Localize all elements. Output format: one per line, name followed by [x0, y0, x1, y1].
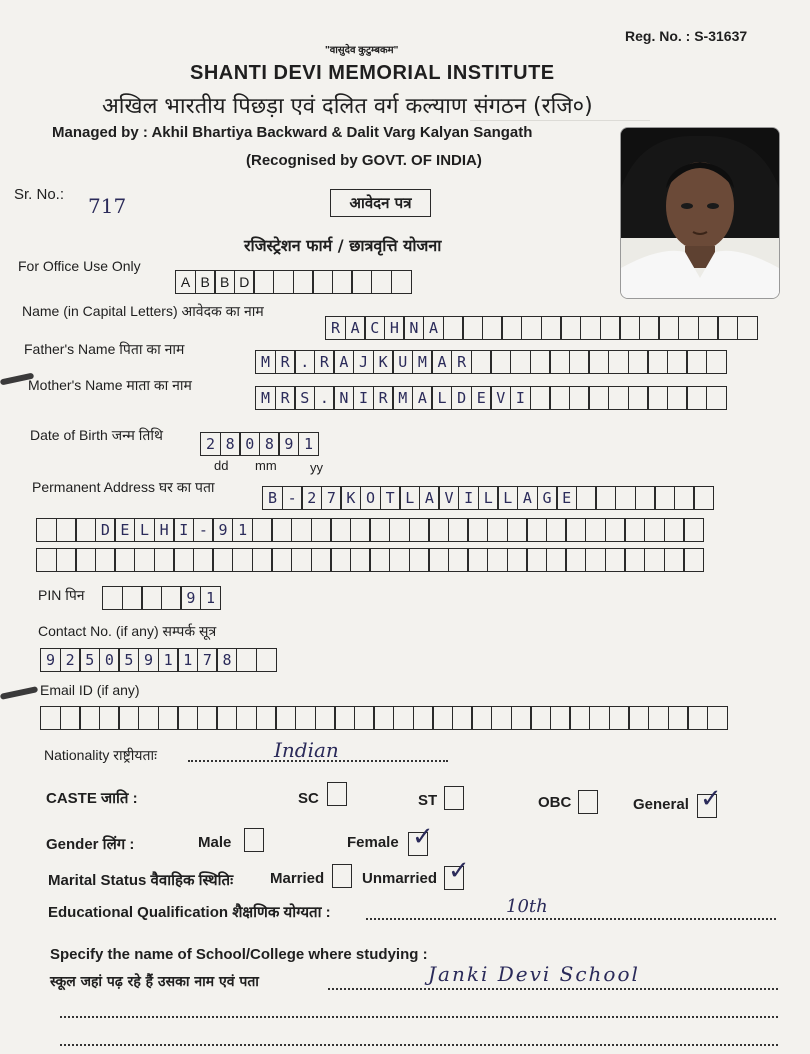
dob-label: Date of Birth जन्म तिथि	[30, 427, 163, 443]
char-cell	[600, 316, 621, 340]
char-cell: 7	[321, 486, 342, 510]
char-cell: L	[497, 486, 518, 510]
char-cell	[639, 316, 660, 340]
char-cell: L	[134, 518, 155, 542]
char-cell	[99, 706, 120, 730]
char-cell	[706, 350, 727, 374]
char-cell	[693, 486, 714, 510]
char-cell: 7	[197, 648, 218, 672]
contact-label: Contact No. (if any) सम्पर्क सूत्र	[38, 623, 217, 639]
char-cell	[295, 706, 316, 730]
school-value[interactable]: Janki Devi School	[428, 962, 640, 986]
char-cell	[565, 518, 586, 542]
char-cell	[389, 518, 410, 542]
char-cell: 5	[118, 648, 139, 672]
char-cell	[569, 350, 590, 374]
char-cell: R	[275, 386, 296, 410]
char-cell	[580, 316, 601, 340]
char-cell	[644, 548, 665, 572]
char-cell	[605, 518, 626, 542]
char-cell: A	[412, 386, 433, 410]
char-cell	[487, 518, 508, 542]
char-cell	[615, 486, 636, 510]
pin-label: PIN पिन	[38, 587, 85, 603]
char-cell: A	[517, 486, 538, 510]
char-cell	[330, 548, 351, 572]
char-cell	[628, 350, 649, 374]
char-cell	[507, 548, 528, 572]
school-label: Specify the name of School/College where studying :	[50, 946, 428, 963]
char-cell	[350, 548, 371, 572]
caste-general-label: General	[633, 796, 689, 813]
char-cell	[565, 548, 586, 572]
char-cell	[36, 548, 57, 572]
char-cell: A	[345, 316, 366, 340]
char-cell: 1	[298, 432, 319, 456]
char-cell	[648, 706, 669, 730]
gender-female-label: Female	[347, 834, 399, 851]
char-cell	[371, 270, 392, 294]
dob-field[interactable]	[200, 432, 318, 456]
char-cell	[312, 270, 333, 294]
char-cell	[683, 518, 704, 542]
caste-obc-checkbox[interactable]	[578, 790, 598, 814]
char-cell	[373, 706, 394, 730]
char-cell: 8	[220, 432, 241, 456]
char-cell	[501, 316, 522, 340]
gender-male-label: Male	[198, 834, 232, 851]
char-cell: I	[353, 386, 374, 410]
char-cell: A	[419, 486, 440, 510]
char-cell	[173, 548, 194, 572]
char-cell: E	[114, 518, 135, 542]
address-label: Permanent Address घर का पता	[32, 479, 215, 495]
char-cell	[311, 548, 332, 572]
institute-name: SHANTI DEVI MEMORIAL INSTITUTE	[190, 62, 555, 84]
char-cell	[546, 518, 567, 542]
char-cell: -	[282, 486, 303, 510]
dob-yy: yy	[310, 460, 323, 475]
char-cell: L	[399, 486, 420, 510]
char-cell	[737, 316, 758, 340]
char-cell	[569, 706, 590, 730]
char-cell	[252, 548, 273, 572]
char-cell	[75, 518, 96, 542]
char-cell	[193, 548, 214, 572]
char-cell	[628, 706, 649, 730]
char-cell: 8	[216, 648, 237, 672]
char-cell	[471, 706, 492, 730]
education-value[interactable]: 10th	[506, 896, 548, 917]
char-cell	[462, 316, 483, 340]
char-cell	[467, 518, 488, 542]
school-line-3	[60, 1044, 778, 1046]
char-cell	[667, 386, 688, 410]
char-cell	[624, 548, 645, 572]
school-line-1	[328, 988, 778, 990]
char-cell: H	[384, 316, 405, 340]
char-cell	[507, 518, 528, 542]
char-cell	[608, 386, 629, 410]
char-cell	[647, 386, 668, 410]
char-cell	[177, 706, 198, 730]
caste-general-tick-icon: ✓	[700, 784, 722, 814]
char-cell: .	[314, 386, 335, 410]
char-cell	[271, 518, 292, 542]
char-cell	[664, 548, 685, 572]
char-cell	[273, 270, 294, 294]
char-cell: .	[294, 350, 315, 374]
char-cell	[350, 518, 371, 542]
char-cell	[569, 386, 590, 410]
gender-female-tick-icon: ✓	[412, 822, 434, 852]
father-name-field[interactable]	[255, 350, 726, 374]
char-cell: A	[423, 316, 444, 340]
education-line	[366, 918, 776, 920]
char-cell	[154, 548, 175, 572]
char-cell	[291, 548, 312, 572]
char-cell	[79, 706, 100, 730]
gender-male-checkbox[interactable]	[244, 828, 264, 852]
char-cell: I	[458, 486, 479, 510]
char-cell	[471, 350, 492, 374]
char-cell	[707, 706, 728, 730]
char-cell	[253, 270, 274, 294]
motto: "वासुदेव कुटुम्बकम"	[325, 45, 399, 56]
char-cell: 8	[259, 432, 280, 456]
caste-label: CASTE जाति :	[46, 790, 138, 807]
char-cell: B	[195, 270, 216, 294]
char-cell	[683, 548, 704, 572]
sr-no-value: 717	[88, 194, 127, 218]
char-cell: L	[478, 486, 499, 510]
char-cell	[448, 548, 469, 572]
char-cell: A	[333, 350, 354, 374]
char-cell: 9	[212, 518, 233, 542]
char-cell	[197, 706, 218, 730]
name-field[interactable]	[325, 316, 756, 340]
char-cell	[667, 350, 688, 374]
char-cell	[428, 518, 449, 542]
contact-field[interactable]	[40, 648, 275, 672]
char-cell	[686, 350, 707, 374]
char-cell	[585, 518, 606, 542]
name-label: Name (in Capital Letters) आवेदक का नाम	[22, 303, 264, 319]
char-cell	[432, 706, 453, 730]
char-cell	[134, 548, 155, 572]
char-cell	[521, 316, 542, 340]
char-cell: M	[392, 386, 413, 410]
org-name-hindi: अखिल भारतीय पिछड़ा एवं दलित वर्ग कल्याण संगठन (रजि०)	[102, 94, 593, 119]
char-cell	[530, 706, 551, 730]
char-cell: D	[95, 518, 116, 542]
managed-by: Managed by : Akhil Bhartiya Backward & Dalit Varg Kalyan Sangath	[52, 124, 533, 141]
char-cell: 2	[60, 648, 81, 672]
char-cell: 1	[200, 586, 221, 610]
char-cell: I	[173, 518, 194, 542]
char-cell	[122, 586, 143, 610]
char-cell: M	[255, 350, 276, 374]
char-cell	[102, 586, 123, 610]
char-cell	[428, 548, 449, 572]
char-cell: R	[325, 316, 346, 340]
char-cell: 5	[79, 648, 100, 672]
marital-unmarried-label: Unmarried	[362, 870, 438, 887]
char-cell	[212, 548, 233, 572]
char-cell	[391, 270, 412, 294]
char-cell	[628, 386, 649, 410]
char-cell	[332, 270, 353, 294]
education-label: Educational Qualification शैक्षणिक योग्यता :	[48, 904, 331, 921]
nationality-label: Nationality राष्ट्रीयताः	[44, 747, 157, 763]
char-cell	[510, 350, 531, 374]
char-cell	[698, 316, 719, 340]
char-cell	[647, 350, 668, 374]
marital-label: Marital Status वैवाहिक स्थितिः	[48, 872, 234, 889]
char-cell	[674, 486, 695, 510]
dob-mm: mm	[255, 458, 277, 473]
char-cell	[619, 316, 640, 340]
char-cell	[354, 706, 375, 730]
char-cell	[546, 548, 567, 572]
char-cell	[36, 518, 57, 542]
email-field[interactable]	[40, 706, 726, 730]
char-cell: 9	[180, 586, 201, 610]
char-cell: D	[234, 270, 255, 294]
char-cell: D	[451, 386, 472, 410]
char-cell	[549, 386, 570, 410]
char-cell: E	[556, 486, 577, 510]
char-cell: M	[412, 350, 433, 374]
email-label: Email ID (if any)	[40, 682, 140, 698]
char-cell	[409, 518, 430, 542]
char-cell	[271, 548, 292, 572]
char-cell: J	[353, 350, 374, 374]
address-line-3[interactable]	[36, 548, 703, 572]
char-cell: 1	[177, 648, 198, 672]
address-line-2[interactable]	[36, 518, 703, 542]
caste-st-checkbox[interactable]	[444, 786, 464, 810]
char-cell	[334, 706, 355, 730]
char-cell: N	[333, 386, 354, 410]
char-cell: 1	[232, 518, 253, 542]
char-cell	[315, 706, 336, 730]
char-cell	[141, 586, 162, 610]
char-cell	[413, 706, 434, 730]
school-label-hindi: स्कूल जहां पढ़ रहे हैं उसका नाम एवं पता	[50, 974, 259, 990]
char-cell	[409, 548, 430, 572]
char-cell	[585, 548, 606, 572]
char-cell: B	[262, 486, 283, 510]
applicant-photo	[620, 127, 780, 299]
char-cell	[541, 316, 562, 340]
char-cell	[550, 706, 571, 730]
char-cell	[664, 518, 685, 542]
char-cell: 9	[278, 432, 299, 456]
char-cell	[118, 706, 139, 730]
char-cell	[686, 386, 707, 410]
char-cell	[75, 548, 96, 572]
gender-label: Gender लिंग :	[46, 836, 135, 853]
char-cell	[654, 486, 675, 510]
nationality-value[interactable]: Indian	[274, 738, 339, 762]
sr-no-label: Sr. No.:	[14, 186, 65, 203]
char-cell	[644, 518, 665, 542]
char-cell	[717, 316, 738, 340]
char-cell	[687, 706, 708, 730]
application-title-text: आवेदन पत्र	[349, 194, 412, 212]
char-cell	[161, 586, 182, 610]
marital-unmarried-tick-icon: ✓	[448, 856, 470, 886]
char-cell	[588, 386, 609, 410]
char-cell: R	[373, 386, 394, 410]
caste-obc-label: OBC	[538, 794, 572, 811]
char-cell	[56, 548, 77, 572]
char-cell: N	[403, 316, 424, 340]
caste-sc-label: SC	[298, 790, 319, 807]
char-cell	[482, 316, 503, 340]
char-cell	[236, 648, 257, 672]
char-cell	[588, 350, 609, 374]
char-cell: 0	[239, 432, 260, 456]
char-cell	[40, 706, 61, 730]
char-cell: R	[451, 350, 472, 374]
char-cell	[56, 518, 77, 542]
char-cell	[706, 386, 727, 410]
char-cell: 0	[99, 648, 120, 672]
char-cell: 2	[301, 486, 322, 510]
char-cell: R	[275, 350, 296, 374]
char-cell	[369, 548, 390, 572]
char-cell	[668, 706, 689, 730]
char-cell	[95, 548, 116, 572]
char-cell: -	[193, 518, 214, 542]
char-cell: C	[364, 316, 385, 340]
char-cell	[576, 486, 597, 510]
caste-st-label: ST	[418, 792, 438, 809]
char-cell	[658, 316, 679, 340]
char-cell: 1	[158, 648, 179, 672]
char-cell	[467, 548, 488, 572]
char-cell	[138, 706, 159, 730]
char-cell	[530, 386, 551, 410]
char-cell	[232, 548, 253, 572]
char-cell: O	[360, 486, 381, 510]
char-cell	[311, 518, 332, 542]
address-line-1[interactable]	[262, 486, 713, 510]
char-cell	[549, 350, 570, 374]
char-cell	[330, 518, 351, 542]
form-subtitle: रजिस्ट्रेशन फार्म / छात्रवृत्ति योजना	[244, 236, 442, 255]
char-cell	[389, 548, 410, 572]
char-cell	[589, 706, 610, 730]
pin-field[interactable]	[102, 586, 220, 610]
char-cell: U	[392, 350, 413, 374]
char-cell	[393, 706, 414, 730]
char-cell	[491, 706, 512, 730]
char-cell: M	[255, 386, 276, 410]
char-cell	[60, 706, 81, 730]
dob-dd: dd	[214, 458, 229, 473]
char-cell	[275, 706, 296, 730]
char-cell	[256, 706, 277, 730]
char-cell	[624, 518, 645, 542]
char-cell: A	[175, 270, 196, 294]
char-cell: G	[537, 486, 558, 510]
char-cell: H	[154, 518, 175, 542]
father-label: Father's Name पिता का नाम	[24, 341, 185, 357]
char-cell: B	[214, 270, 235, 294]
char-cell	[114, 548, 135, 572]
char-cell	[635, 486, 656, 510]
char-cell	[291, 518, 312, 542]
char-cell	[608, 350, 629, 374]
char-cell	[678, 316, 699, 340]
office-use-label: For Office Use Only	[18, 258, 141, 274]
char-cell	[530, 350, 551, 374]
char-cell	[560, 316, 581, 340]
char-cell	[452, 706, 473, 730]
char-cell	[448, 518, 469, 542]
char-cell	[369, 518, 390, 542]
char-cell: E	[471, 386, 492, 410]
char-cell	[216, 706, 237, 730]
char-cell: L	[431, 386, 452, 410]
char-cell: V	[490, 386, 511, 410]
punch-mark-bottom	[0, 686, 38, 700]
char-cell: A	[431, 350, 452, 374]
marital-married-checkbox[interactable]	[332, 864, 352, 888]
char-cell	[252, 518, 273, 542]
office-use-cells	[175, 270, 410, 294]
char-cell: 9	[40, 648, 61, 672]
char-cell	[490, 350, 511, 374]
char-cell: V	[438, 486, 459, 510]
char-cell: R	[314, 350, 335, 374]
mother-label: Mother's Name माता का नाम	[28, 377, 192, 393]
marital-married-label: Married	[270, 870, 325, 887]
char-cell	[526, 548, 547, 572]
char-cell	[351, 270, 372, 294]
char-cell	[605, 548, 626, 572]
char-cell	[443, 316, 464, 340]
char-cell	[487, 548, 508, 572]
application-title	[330, 189, 431, 217]
char-cell: K	[373, 350, 394, 374]
char-cell	[293, 270, 314, 294]
char-cell: K	[340, 486, 361, 510]
char-cell	[526, 518, 547, 542]
recognised: (Recognised by GOVT. OF INDIA)	[246, 152, 482, 169]
char-cell	[236, 706, 257, 730]
char-cell: S	[294, 386, 315, 410]
char-cell	[256, 648, 277, 672]
char-cell: T	[380, 486, 401, 510]
char-cell	[595, 486, 616, 510]
char-cell: I	[510, 386, 531, 410]
reg-number: Reg. No. : S-31637	[625, 28, 748, 44]
char-cell: 2	[200, 432, 221, 456]
caste-sc-checkbox[interactable]	[327, 782, 347, 806]
school-line-2	[60, 1016, 778, 1018]
char-cell	[609, 706, 630, 730]
char-cell: 9	[138, 648, 159, 672]
char-cell	[158, 706, 179, 730]
mother-name-field[interactable]	[255, 386, 726, 410]
char-cell	[511, 706, 532, 730]
